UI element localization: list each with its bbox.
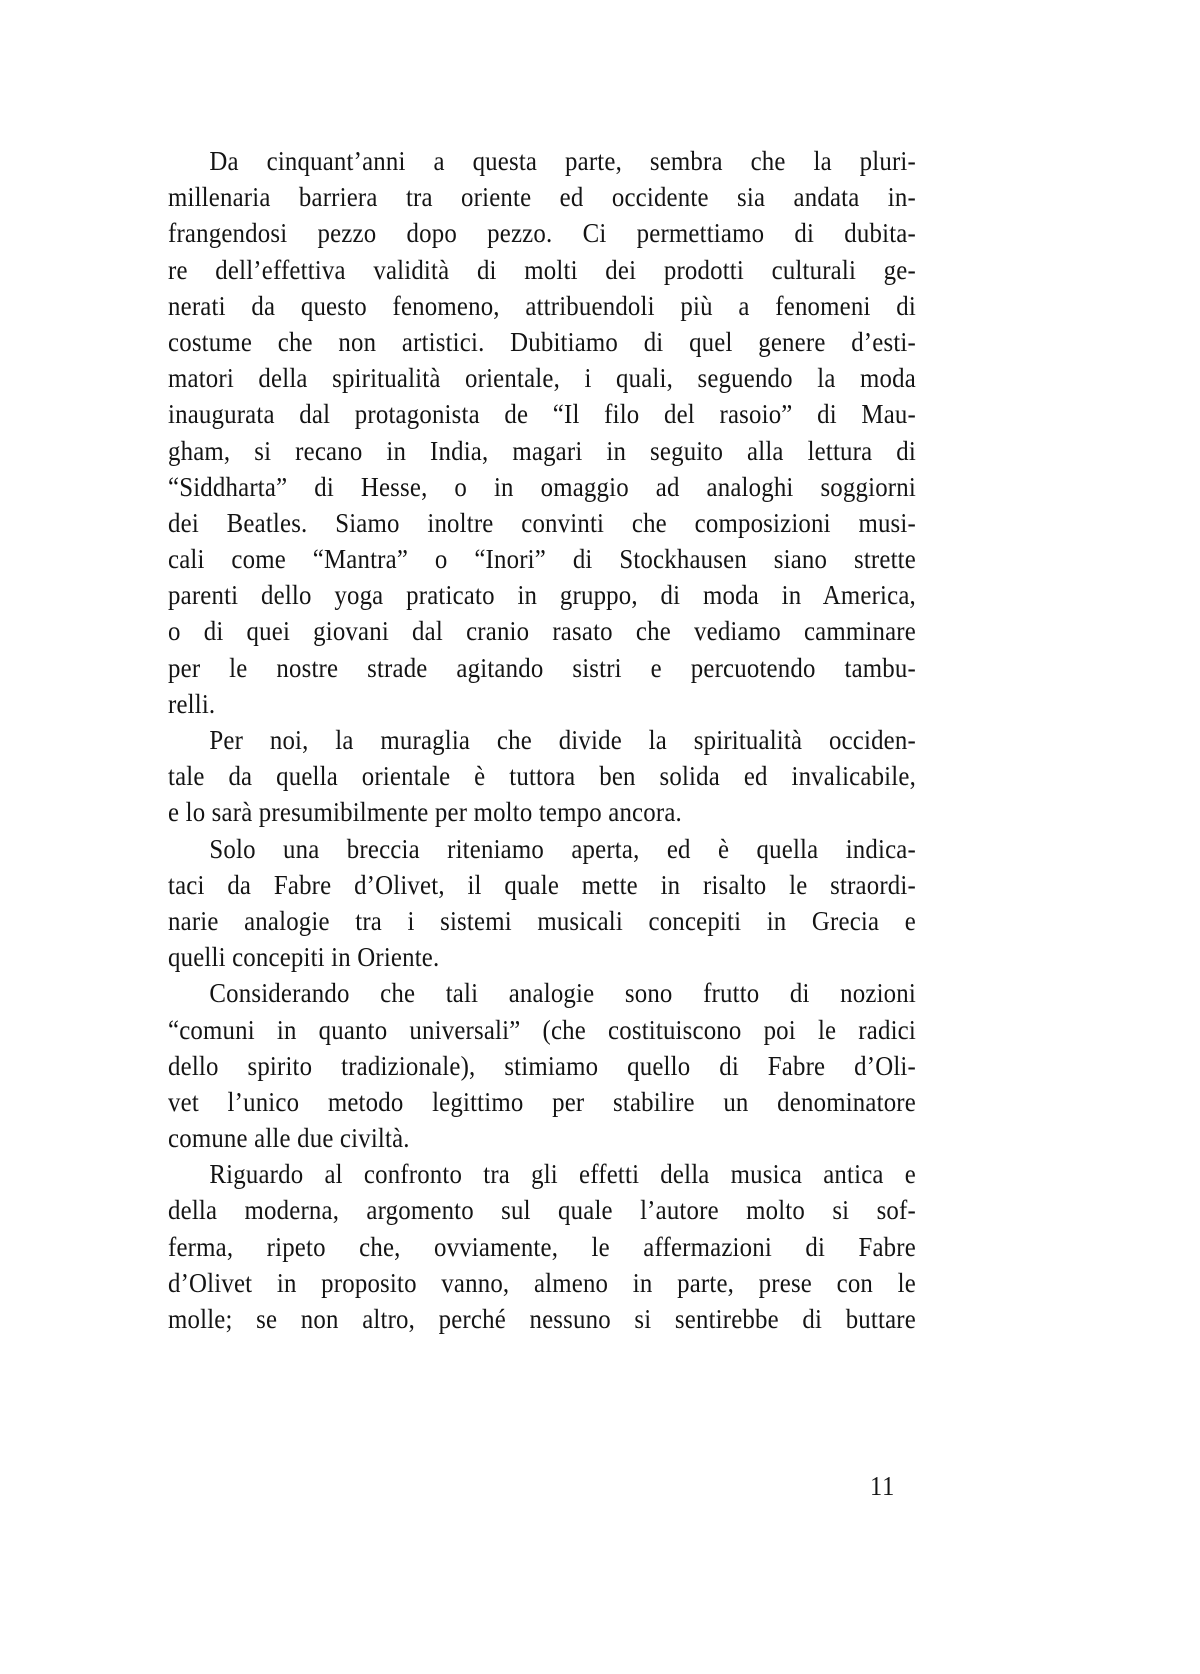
text-line: nerati da questo fenomeno, attribuendoli più a fenomeni di (168, 290, 916, 321)
body-text (168, 143, 916, 1337)
text-line: “Siddharta” di Hesse, o in omaggio ad analoghi soggiorni (168, 471, 916, 502)
text-line: matori della spiritualità orientale, i quali, seguendo la moda (168, 363, 916, 394)
page-number: 11 (870, 1471, 896, 1501)
text-line: relli. (168, 688, 216, 719)
text-line: inaugurata dal protagonista de “Il filo del rasoio” di Mau- (168, 399, 916, 430)
text-line: quelli concepiti in Oriente. (168, 942, 440, 973)
text-line: dei Beatles. Siamo inoltre convinti che composizioni musi- (168, 507, 916, 538)
text-line: Per noi, la muraglia che divide la spiritualità occiden- (209, 725, 916, 755)
paragraph (168, 1156, 916, 1337)
text-line: d’Olivet in proposito vanno, almeno in parte, prese con le (168, 1267, 916, 1298)
text-line: per le nostre strade agitando sistri e percuotendo tambu- (168, 652, 916, 683)
text-line: Da cinquant’anni a questa parte, sembra che la pluri- (209, 146, 916, 176)
text-line: ferma, ripeto che, ovviamente, le affermazioni di Fabre (168, 1231, 916, 1262)
paragraph (168, 722, 916, 831)
paragraph (168, 143, 916, 722)
text-line: cali come “Mantra” o “Inori” di Stockhausen siano strette (168, 544, 916, 575)
text-line: o di quei giovani dal cranio rasato che vediamo camminare (168, 616, 916, 647)
text-line: “comuni in quanto universali” (che costituiscono poi le radici (168, 1014, 916, 1045)
text-line: gham, si recano in India, magari in seguito alla lettura di (168, 435, 916, 466)
text-line: e lo sarà presumibilmente per molto tempo ancora. (168, 797, 682, 828)
text-line: re dell’effettiva validità di molti dei prodotti culturali ge- (168, 254, 916, 285)
text-line: comune alle due civiltà. (168, 1123, 410, 1154)
text-line: frangendosi pezzo dopo pezzo. Ci permettiamo di dubita- (168, 218, 916, 249)
text-line: parenti dello yoga praticato in gruppo, di moda in America, (168, 580, 916, 611)
text-line: molle; se non altro, perché nessuno si sentirebbe di buttare (168, 1304, 916, 1334)
text-line: tale da quella orientale è tuttora ben solida ed invalicabile, (168, 761, 916, 792)
text-line: taci da Fabre d’Olivet, il quale mette in risalto le straordi- (168, 869, 916, 900)
paragraph (168, 975, 916, 1156)
text-line: costume che non artistici. Dubitiamo di quel genere d’esti- (168, 326, 916, 357)
text-line: vet l’unico metodo legittimo per stabilire un denominatore (168, 1086, 916, 1117)
text-line: della moderna, argomento sul quale l’autore molto si sof- (168, 1195, 916, 1226)
text-line: narie analogie tra i sistemi musicali concepiti in Grecia e (168, 905, 916, 936)
text-line: millenaria barriera tra oriente ed occidente sia andata in- (168, 182, 916, 213)
text-line: Solo una breccia riteniamo aperta, ed è quella indica- (209, 833, 916, 864)
text-line: Riguardo al confronto tra gli effetti della musica antica e (209, 1159, 916, 1190)
text-line: Considerando che tali analogie sono frutto di nozioni (209, 978, 916, 1009)
paragraph (168, 831, 916, 976)
text-line: dello spirito tradizionale), stimiamo quello di Fabre d’Oli- (168, 1050, 916, 1081)
